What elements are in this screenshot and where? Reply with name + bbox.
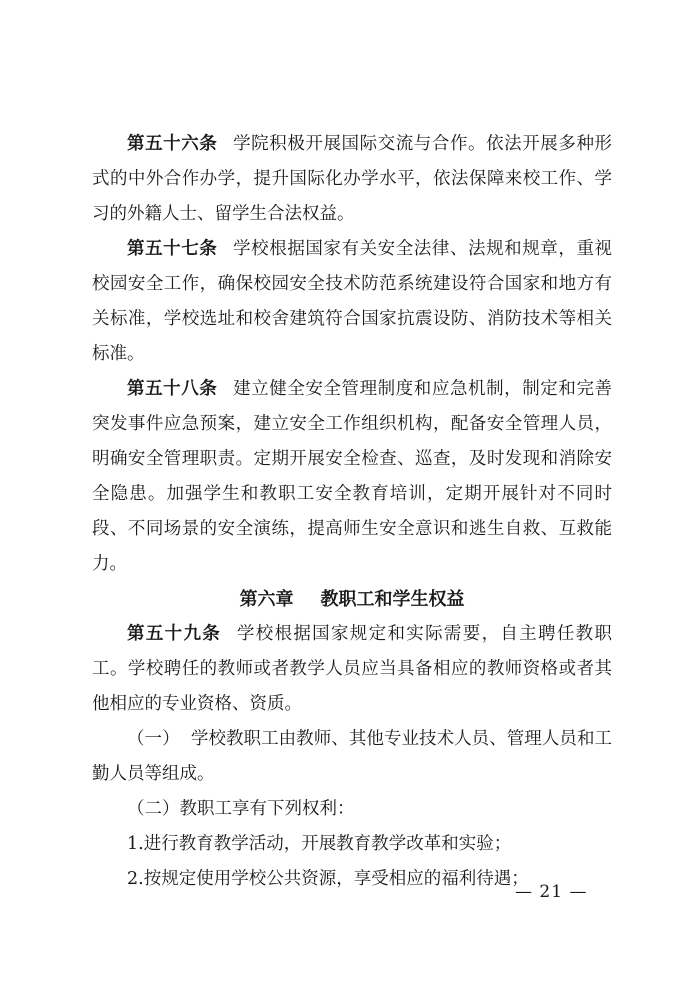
article-57 bbox=[92, 232, 612, 372]
chapter-title: 教职工和学生权益 bbox=[320, 589, 465, 610]
clause-1 bbox=[92, 722, 612, 792]
page-content bbox=[92, 127, 612, 897]
chapter-heading bbox=[92, 582, 612, 617]
article-number: 第五十九条 bbox=[127, 624, 222, 644]
article-text: 学校根据国家规定和实际需要，自主聘任教职工。学校聘任的教师或者教学人员应当具备相应的教师资格或者其他相应的专业资格、资质。 bbox=[92, 624, 613, 714]
article-56 bbox=[92, 127, 612, 232]
clause-marker: （一） bbox=[127, 729, 180, 749]
clause-2: （二）教职工享有下列权利： bbox=[127, 799, 355, 819]
clause-text: 学校教职工由教师、其他专业技术人员、管理人员和工勤人员等组成。 bbox=[92, 729, 613, 784]
list-item: 2.按规定使用学校公共资源，享受相应的福利待遇； bbox=[127, 869, 529, 889]
article-58 bbox=[92, 372, 612, 582]
article-number: 第五十六条 bbox=[127, 134, 218, 154]
chapter-number: 第六章 bbox=[239, 589, 294, 610]
article-59 bbox=[92, 617, 612, 722]
article-number: 第五十八条 bbox=[127, 379, 218, 399]
list-item: 1.进行教育教学活动，开展教育教学改革和实验； bbox=[127, 834, 512, 854]
article-text: 学校根据国家有关安全法律、法规和规章，重视校园安全工作，确保校园安全技术防范系统建设符合国家和地方有关标准，学校选址和校舍建筑符合国家抗震设防、消防技术等相关标准。 bbox=[92, 239, 613, 364]
article-text: 建立健全安全管理制度和应急机制，制定和完善突发事件应急预案，建立安全工作组织机构，配备安全管理人员，明确安全管理职责。定期开展安全检查、巡查，及时发现和消除安全隐患。加强学生和教职工安全教育培训，定期开展针对不同时段、不同场景的安全演练，提高师生安全意识和逃生自救、互救能力。 bbox=[92, 379, 613, 574]
article-number: 第五十七条 bbox=[127, 239, 218, 259]
article-text: 学院积极开展国际交流与合作。依法开展多种形式的中外合作办学，提升国际化办学水平，依法保障来校工作、学习的外籍人士、留学生合法权益。 bbox=[92, 134, 613, 224]
page-number: — 21 — bbox=[515, 882, 588, 902]
